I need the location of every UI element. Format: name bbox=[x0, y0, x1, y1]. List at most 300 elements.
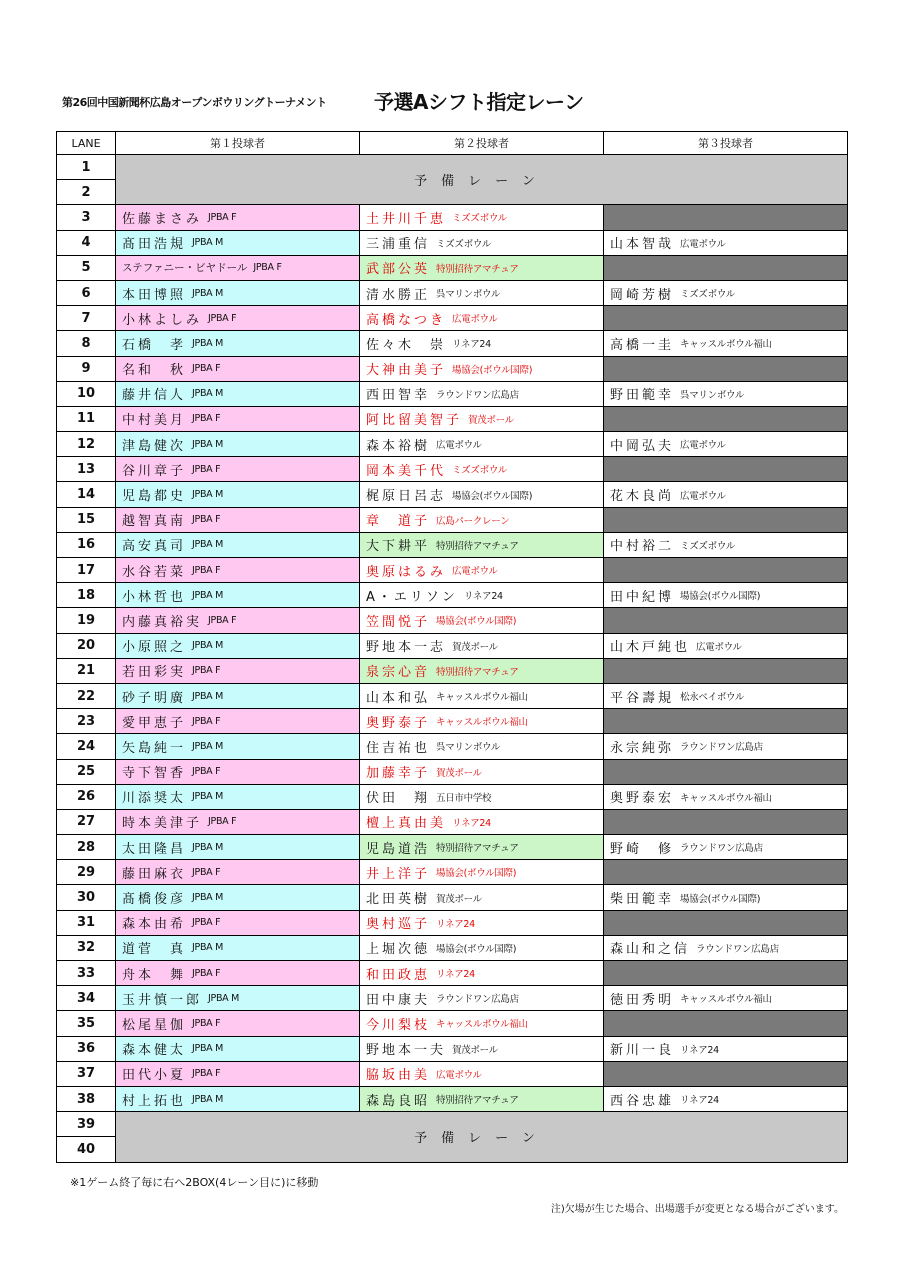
bowler-2-cell bbox=[360, 683, 604, 708]
bowler-entry bbox=[116, 734, 359, 758]
bowler-2-cell bbox=[360, 910, 604, 935]
bowler-entry bbox=[360, 608, 603, 632]
bowler-2-cell bbox=[360, 381, 604, 406]
lane-number: 22 bbox=[57, 683, 116, 708]
bowler-entry bbox=[116, 608, 359, 632]
table-row bbox=[57, 482, 848, 507]
bowler-name: 岡崎芳樹 bbox=[610, 287, 675, 303]
bowler-affiliation: キャッスルボウル福山 bbox=[680, 339, 772, 351]
bowler-2-cell bbox=[360, 507, 604, 532]
bowler-2-cell bbox=[360, 986, 604, 1011]
bowler-name: 谷川章子 bbox=[122, 463, 187, 479]
bowler-entry bbox=[360, 256, 603, 280]
table-row bbox=[57, 633, 848, 658]
col-header-bowler-3: 第３投球者 bbox=[604, 132, 848, 155]
bowler-affiliation: JPBA M bbox=[192, 1093, 223, 1105]
bowler-name: 本田博照 bbox=[122, 287, 187, 303]
lane-number: 30 bbox=[57, 885, 116, 910]
table-row bbox=[57, 734, 848, 759]
bowler-1-cell bbox=[116, 910, 360, 935]
bowler-entry bbox=[604, 483, 847, 507]
rotation-note: ※1ゲーム終了毎に右へ2BOX(4レーン目に)に移動 bbox=[70, 1176, 319, 1189]
bowler-entry bbox=[360, 1011, 603, 1035]
bowler-name: 山本智哉 bbox=[610, 237, 675, 253]
bowler-1-cell bbox=[116, 885, 360, 910]
bowler-1-cell bbox=[116, 255, 360, 280]
empty-slot bbox=[604, 356, 848, 381]
bowler-name: ステファニー・ビヤドール bbox=[122, 262, 248, 275]
bowler-entry bbox=[604, 936, 847, 960]
bowler-affiliation: 特別招待アマチュア bbox=[436, 263, 519, 275]
bowler-name: 西谷忠雄 bbox=[610, 1093, 675, 1109]
bowler-2-cell bbox=[360, 734, 604, 759]
lane-number: 33 bbox=[57, 961, 116, 986]
bowler-2-cell bbox=[360, 935, 604, 960]
bowler-1-cell bbox=[116, 457, 360, 482]
bowler-name: 大神由美子 bbox=[366, 363, 447, 379]
lane-number: 14 bbox=[57, 482, 116, 507]
bowler-entry bbox=[360, 382, 603, 406]
bowler-affiliation: 特別招待アマチュア bbox=[436, 540, 519, 552]
disclaimer-note: 注)欠場が生じた場合、出場選手が変更となる場合がございます。 bbox=[550, 1204, 844, 1215]
bowler-2-cell bbox=[360, 356, 604, 381]
bowler-entry bbox=[360, 432, 603, 456]
bowler-name: 武部公英 bbox=[366, 262, 431, 278]
table-header-row bbox=[57, 132, 848, 155]
table-row bbox=[57, 432, 848, 457]
bowler-name: 森島良昭 bbox=[366, 1093, 431, 1109]
bowler-2-cell bbox=[360, 583, 604, 608]
bowler-affiliation: 特別招待アマチュア bbox=[436, 666, 519, 678]
bowler-entry bbox=[116, 659, 359, 683]
table-row bbox=[57, 784, 848, 809]
empty-slot bbox=[604, 1061, 848, 1086]
bowler-name: 檀上真由美 bbox=[366, 816, 447, 832]
bowler-entry bbox=[116, 936, 359, 960]
bowler-affiliation: JPBA M bbox=[192, 640, 223, 652]
bowler-name: 野崎 修 bbox=[610, 841, 675, 857]
lane-number: 1 bbox=[57, 155, 116, 180]
lane-number: 35 bbox=[57, 1011, 116, 1036]
bowler-affiliation: 五日市中学校 bbox=[436, 792, 492, 804]
bowler-1-cell bbox=[116, 1086, 360, 1111]
bowler-entry bbox=[116, 1011, 359, 1035]
lane-number: 19 bbox=[57, 608, 116, 633]
bowler-entry bbox=[116, 1062, 359, 1086]
table-row bbox=[57, 759, 848, 784]
bowler-affiliation: JPBA M bbox=[192, 690, 223, 702]
bowler-name: 中村裕二 bbox=[610, 539, 675, 555]
bowler-name: 大下耕平 bbox=[366, 539, 431, 555]
bowler-entry bbox=[360, 684, 603, 708]
reserve-lane-label: 予備レーン bbox=[116, 155, 848, 205]
bowler-entry bbox=[116, 835, 359, 859]
bowler-name: 中岡弘夫 bbox=[610, 438, 675, 454]
bowler-1-cell bbox=[116, 835, 360, 860]
bowler-name: 中村美月 bbox=[122, 413, 187, 429]
bowler-3-cell bbox=[604, 835, 848, 860]
reserve-lane-label: 予備レーン bbox=[116, 1112, 848, 1162]
bowler-name: 奥野泰子 bbox=[366, 715, 431, 731]
bowler-entry bbox=[116, 860, 359, 884]
bowler-1-cell bbox=[116, 306, 360, 331]
bowler-entry bbox=[116, 583, 359, 607]
bowler-affiliation: JPBA M bbox=[192, 942, 223, 954]
bowler-entry bbox=[116, 1087, 359, 1111]
bowler-entry bbox=[360, 558, 603, 582]
lane-number: 29 bbox=[57, 860, 116, 885]
bowler-1-cell bbox=[116, 406, 360, 431]
bowler-entry bbox=[604, 734, 847, 758]
empty-slot bbox=[604, 910, 848, 935]
bowler-1-cell bbox=[116, 683, 360, 708]
empty-slot bbox=[604, 608, 848, 633]
bowler-2-cell bbox=[360, 633, 604, 658]
bowler-2-cell bbox=[360, 835, 604, 860]
lane-number: 5 bbox=[57, 255, 116, 280]
bowler-1-cell bbox=[116, 230, 360, 255]
lane-number: 40 bbox=[57, 1137, 116, 1162]
bowler-affiliation: ミズズボウル bbox=[680, 289, 735, 301]
bowler-entry bbox=[116, 331, 359, 355]
bowler-name: A・エリソン bbox=[366, 589, 458, 605]
bowler-name: 野地本一志 bbox=[366, 640, 447, 656]
bowler-affiliation: 広電ボウル bbox=[452, 566, 498, 578]
bowler-entry bbox=[116, 709, 359, 733]
bowler-affiliation: JPBA M bbox=[192, 892, 223, 904]
lane-number: 12 bbox=[57, 432, 116, 457]
empty-slot bbox=[604, 961, 848, 986]
empty-slot bbox=[604, 558, 848, 583]
bowler-name: 川添奨太 bbox=[122, 791, 187, 807]
bowler-1-cell bbox=[116, 734, 360, 759]
bowler-name: 野田範幸 bbox=[610, 388, 675, 404]
lane-number: 27 bbox=[57, 809, 116, 834]
bowler-name: 児島道浩 bbox=[366, 841, 431, 857]
table-row bbox=[57, 532, 848, 557]
bowler-affiliation: 賀茂ボール bbox=[436, 767, 482, 779]
bowler-name: 花木良尚 bbox=[610, 489, 675, 505]
table-row bbox=[57, 306, 848, 331]
bowler-2-cell bbox=[360, 809, 604, 834]
bowler-affiliation: JPBA M bbox=[208, 992, 239, 1004]
bowler-2-cell bbox=[360, 1011, 604, 1036]
bowler-name: 森本裕樹 bbox=[366, 438, 431, 454]
bowler-3-cell bbox=[604, 1036, 848, 1061]
col-header-bowler-2: 第２投球者 bbox=[360, 132, 604, 155]
table-row bbox=[57, 885, 848, 910]
bowler-affiliation: 呉マリンボウル bbox=[436, 742, 501, 754]
table-row bbox=[57, 961, 848, 986]
bowler-affiliation: キャッスルボウル福山 bbox=[680, 994, 772, 1006]
lane-number: 21 bbox=[57, 658, 116, 683]
bowler-name: 時本美津子 bbox=[122, 816, 203, 832]
bowler-name: 寺下智香 bbox=[122, 766, 187, 782]
table-row bbox=[57, 608, 848, 633]
bowler-affiliation: ラウンドワン広島店 bbox=[696, 943, 779, 955]
bowler-entry bbox=[360, 357, 603, 381]
bowler-entry bbox=[360, 634, 603, 658]
bowler-1-cell bbox=[116, 507, 360, 532]
bowler-2-cell bbox=[360, 205, 604, 230]
bowler-affiliation: ラウンドワン広島店 bbox=[680, 843, 763, 855]
lane-number: 39 bbox=[57, 1112, 116, 1137]
bowler-entry bbox=[360, 760, 603, 784]
bowler-entry bbox=[360, 306, 603, 330]
bowler-affiliation: JPBA M bbox=[192, 287, 223, 299]
bowler-entry bbox=[604, 583, 847, 607]
bowler-2-cell bbox=[360, 230, 604, 255]
bowler-affiliation: 広電ボウル bbox=[680, 440, 726, 452]
bowler-name: 徳田秀明 bbox=[610, 992, 675, 1008]
bowler-affiliation: JPBA M bbox=[192, 337, 223, 349]
bowler-entry bbox=[604, 785, 847, 809]
bowler-1-cell bbox=[116, 583, 360, 608]
bowler-name: 道菅 真 bbox=[122, 942, 187, 958]
bowler-affiliation: JPBA F bbox=[192, 715, 221, 727]
bowler-affiliation: JPBA F bbox=[192, 564, 221, 576]
bowler-affiliation: 場協会(ボウル国際) bbox=[452, 364, 533, 376]
bowler-entry bbox=[360, 785, 603, 809]
bowler-affiliation: ラウンドワン広島店 bbox=[680, 742, 763, 754]
table-row bbox=[57, 507, 848, 532]
lane-number: 18 bbox=[57, 583, 116, 608]
bowler-entry bbox=[116, 407, 359, 431]
bowler-name: 森本健太 bbox=[122, 1043, 187, 1059]
bowler-2-cell bbox=[360, 860, 604, 885]
bowler-3-cell bbox=[604, 532, 848, 557]
bowler-affiliation: リネア24 bbox=[436, 969, 475, 981]
bowler-name: 住吉祐也 bbox=[366, 740, 431, 756]
page-title: 予選Aシフト指定レーン bbox=[374, 90, 584, 114]
bowler-name: 奥原はるみ bbox=[366, 564, 447, 580]
bowler-name: 高安真司 bbox=[122, 539, 187, 555]
bowler-name: 高橋一圭 bbox=[610, 337, 675, 353]
bowler-entry bbox=[604, 382, 847, 406]
lane-number: 17 bbox=[57, 558, 116, 583]
bowler-3-cell bbox=[604, 683, 848, 708]
bowler-3-cell bbox=[604, 935, 848, 960]
bowler-affiliation: 広電ボウル bbox=[452, 314, 498, 326]
table-row bbox=[57, 935, 848, 960]
bowler-affiliation: ミズズボウル bbox=[680, 540, 735, 552]
lane-assignment-table bbox=[56, 131, 848, 1163]
bowler-name: 矢島純一 bbox=[122, 740, 187, 756]
bowler-name: 北田英樹 bbox=[366, 892, 431, 908]
bowler-affiliation: 広島パークレーン bbox=[436, 515, 510, 527]
empty-slot bbox=[604, 457, 848, 482]
table-row bbox=[57, 683, 848, 708]
bowler-affiliation: JPBA F bbox=[192, 917, 221, 929]
bowler-entry bbox=[116, 483, 359, 507]
lane-number: 8 bbox=[57, 331, 116, 356]
bowler-affiliation: リネア24 bbox=[680, 1095, 719, 1107]
empty-slot bbox=[604, 306, 848, 331]
bowler-entry bbox=[604, 835, 847, 859]
bowler-entry bbox=[360, 457, 603, 481]
bowler-1-cell bbox=[116, 532, 360, 557]
bowler-name: 井上洋子 bbox=[366, 866, 431, 882]
bowler-name: 森山和之信 bbox=[610, 942, 691, 958]
lane-number: 15 bbox=[57, 507, 116, 532]
bowler-name: 高橋なつき bbox=[366, 312, 447, 328]
bowler-affiliation: 特別招待アマチュア bbox=[436, 843, 519, 855]
bowler-entry bbox=[360, 709, 603, 733]
bowler-1-cell bbox=[116, 759, 360, 784]
bowler-2-cell bbox=[360, 457, 604, 482]
bowler-name: 柴田範幸 bbox=[610, 892, 675, 908]
bowler-name: 越智真南 bbox=[122, 514, 187, 530]
bowler-1-cell bbox=[116, 381, 360, 406]
bowler-entry bbox=[360, 205, 603, 229]
bowler-affiliation: ラウンドワン広島店 bbox=[436, 389, 519, 401]
bowler-3-cell bbox=[604, 583, 848, 608]
document-header bbox=[62, 86, 862, 116]
bowler-affiliation: リネア24 bbox=[436, 918, 475, 930]
bowler-2-cell bbox=[360, 608, 604, 633]
table-row bbox=[57, 860, 848, 885]
bowler-entry bbox=[360, 1087, 603, 1111]
bowler-affiliation: リネア24 bbox=[452, 339, 491, 351]
bowler-entry bbox=[604, 231, 847, 255]
bowler-entry bbox=[604, 634, 847, 658]
bowler-3-cell bbox=[604, 986, 848, 1011]
bowler-entry bbox=[116, 306, 359, 330]
bowler-name: 梶原日呂志 bbox=[366, 489, 447, 505]
bowler-1-cell bbox=[116, 986, 360, 1011]
bowler-entry bbox=[116, 634, 359, 658]
table-row bbox=[57, 457, 848, 482]
bowler-affiliation: 松永ベイボウル bbox=[680, 692, 745, 704]
bowler-name: 奥野泰宏 bbox=[610, 791, 675, 807]
bowler-2-cell bbox=[360, 1061, 604, 1086]
empty-slot bbox=[604, 205, 848, 230]
bowler-name: 永宗純弥 bbox=[610, 740, 675, 756]
table-row bbox=[57, 809, 848, 834]
bowler-affiliation: 広電ボウル bbox=[436, 440, 482, 452]
bowler-affiliation: 広電ボウル bbox=[680, 238, 726, 250]
table-row bbox=[57, 406, 848, 431]
bowler-name: 森本由希 bbox=[122, 917, 187, 933]
bowler-entry bbox=[360, 508, 603, 532]
bowler-3-cell bbox=[604, 230, 848, 255]
bowler-name: 西田智幸 bbox=[366, 388, 431, 404]
bowler-entry bbox=[360, 407, 603, 431]
empty-slot bbox=[604, 709, 848, 734]
bowler-1-cell bbox=[116, 658, 360, 683]
bowler-affiliation: JPBA F bbox=[192, 514, 221, 526]
table-row bbox=[57, 331, 848, 356]
bowler-entry bbox=[116, 986, 359, 1010]
table-row bbox=[57, 356, 848, 381]
bowler-affiliation: JPBA M bbox=[192, 489, 223, 501]
bowler-entry bbox=[116, 911, 359, 935]
bowler-3-cell bbox=[604, 280, 848, 305]
bowler-entry bbox=[116, 432, 359, 456]
bowler-2-cell bbox=[360, 784, 604, 809]
bowler-1-cell bbox=[116, 1011, 360, 1036]
bowler-1-cell bbox=[116, 1036, 360, 1061]
bowler-affiliation: リネア24 bbox=[463, 591, 503, 603]
bowler-name: 村上拓也 bbox=[122, 1093, 187, 1109]
bowler-name: 小林よしみ bbox=[122, 312, 203, 328]
bowler-affiliation: 広電ボウル bbox=[680, 490, 726, 502]
bowler-name: 名和 秋 bbox=[122, 363, 187, 379]
bowler-2-cell bbox=[360, 280, 604, 305]
bowler-name: 今川梨枝 bbox=[366, 1017, 431, 1033]
bowler-entry bbox=[360, 911, 603, 935]
tournament-name: 第26回中国新聞杯広島オープンボウリングトーナメント bbox=[62, 96, 327, 109]
bowler-name: 野地本一夫 bbox=[366, 1043, 447, 1059]
bowler-1-cell bbox=[116, 633, 360, 658]
bowler-affiliation: ミズズボウル bbox=[452, 465, 507, 477]
bowler-entry bbox=[116, 382, 359, 406]
bowler-name: 髙田浩規 bbox=[122, 237, 187, 253]
table-row bbox=[57, 1011, 848, 1036]
table-row bbox=[57, 558, 848, 583]
bowler-entry bbox=[116, 457, 359, 481]
bowler-name: 佐藤まさみ bbox=[122, 211, 203, 227]
bowler-2-cell bbox=[360, 709, 604, 734]
bowler-2-cell bbox=[360, 406, 604, 431]
bowler-name: 清水勝正 bbox=[366, 287, 431, 303]
lane-number: 10 bbox=[57, 381, 116, 406]
lane-rows bbox=[57, 155, 848, 1163]
bowler-name: 藤田麻衣 bbox=[122, 866, 187, 882]
bowler-affiliation: JPBA M bbox=[192, 589, 223, 601]
bowler-2-cell bbox=[360, 331, 604, 356]
bowler-1-cell bbox=[116, 961, 360, 986]
lane-number: 4 bbox=[57, 230, 116, 255]
bowler-name: 阿比留美智子 bbox=[366, 413, 463, 429]
bowler-entry bbox=[360, 231, 603, 255]
bowler-affiliation: ミズズボウル bbox=[452, 213, 507, 225]
bowler-entry bbox=[604, 432, 847, 456]
bowler-3-cell bbox=[604, 784, 848, 809]
table-row bbox=[57, 1112, 848, 1137]
lane-number: 3 bbox=[57, 205, 116, 230]
table-row bbox=[57, 205, 848, 230]
empty-slot bbox=[604, 809, 848, 834]
bowler-entry bbox=[360, 331, 603, 355]
bowler-entry bbox=[360, 936, 603, 960]
lane-number: 2 bbox=[57, 180, 116, 205]
bowler-affiliation: キャッスルボウル福山 bbox=[436, 692, 528, 704]
bowler-entry bbox=[116, 533, 359, 557]
bowler-2-cell bbox=[360, 432, 604, 457]
bowler-1-cell bbox=[116, 205, 360, 230]
bowler-name: 愛甲恵子 bbox=[122, 715, 187, 731]
bowler-entry bbox=[360, 860, 603, 884]
bowler-2-cell bbox=[360, 558, 604, 583]
bowler-3-cell bbox=[604, 885, 848, 910]
bowler-name: 小林哲也 bbox=[122, 589, 187, 605]
bowler-affiliation: キャッスルボウル福山 bbox=[436, 1019, 528, 1031]
bowler-affiliation: JPBA M bbox=[192, 841, 223, 853]
empty-slot bbox=[604, 255, 848, 280]
bowler-entry bbox=[604, 331, 847, 355]
bowler-affiliation: JPBA F bbox=[192, 967, 221, 979]
bowler-entry bbox=[360, 533, 603, 557]
bowler-name: 和田政恵 bbox=[366, 967, 431, 983]
bowler-affiliation: ラウンドワン広島店 bbox=[436, 994, 519, 1006]
bowler-affiliation: JPBA F bbox=[192, 413, 221, 425]
empty-slot bbox=[604, 406, 848, 431]
bowler-1-cell bbox=[116, 935, 360, 960]
bowler-name: 岡本美千代 bbox=[366, 463, 447, 479]
bowler-name: 内藤真裕実 bbox=[122, 614, 203, 630]
bowler-1-cell bbox=[116, 558, 360, 583]
